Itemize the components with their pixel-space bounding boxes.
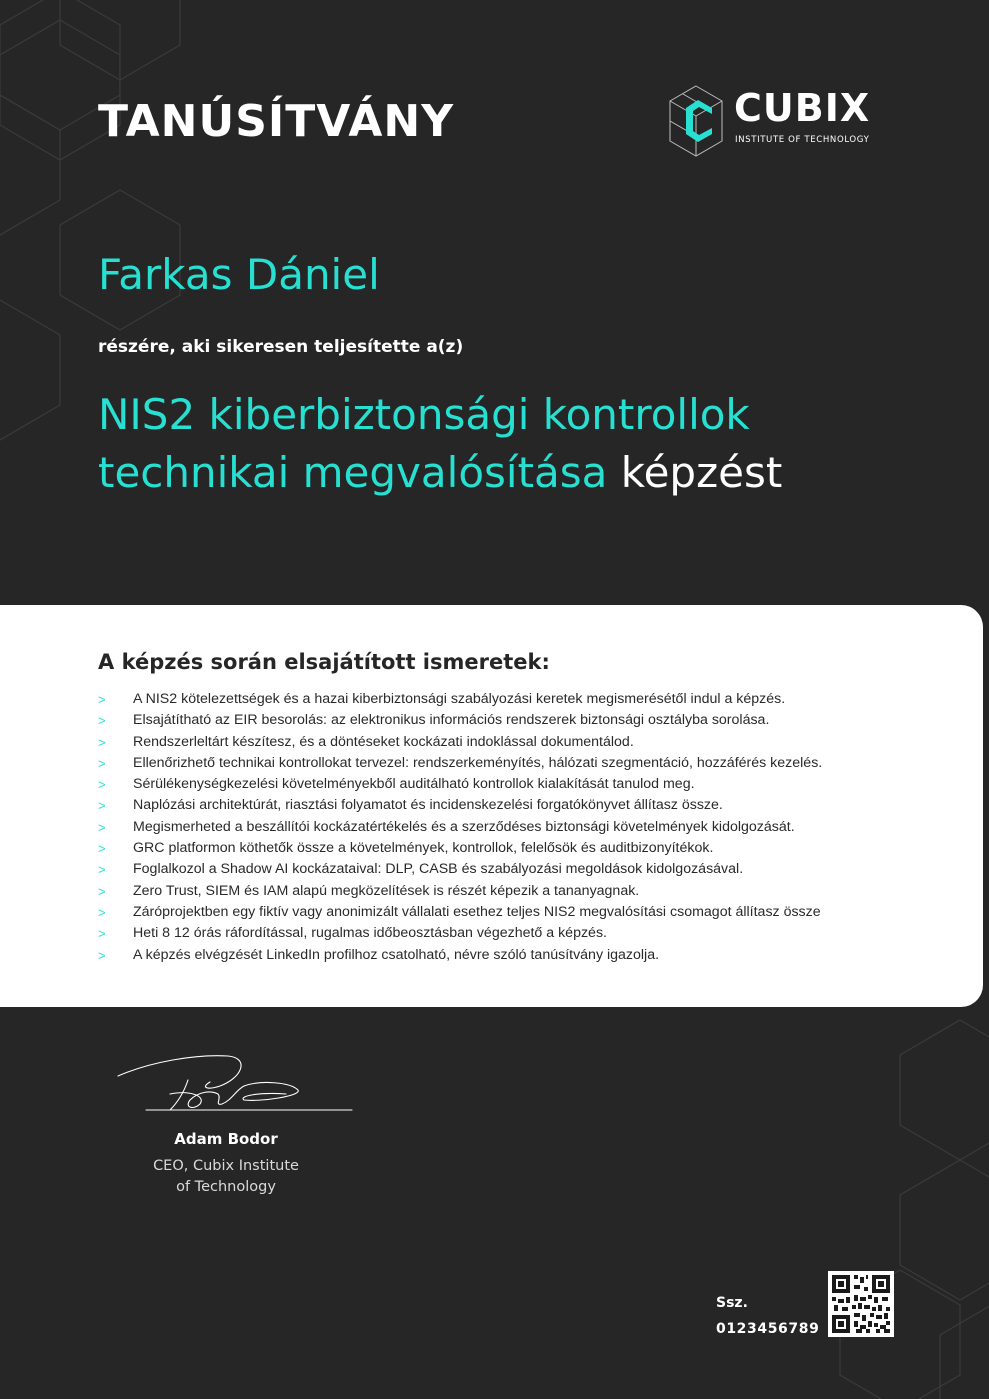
chevron-right-icon: > xyxy=(98,755,106,771)
course-suffix: képzést xyxy=(620,448,783,497)
certificate-title: TANÚSÍTVÁNY xyxy=(98,96,455,147)
chevron-right-icon: > xyxy=(98,947,106,963)
logo-wordmark: CUBIX xyxy=(734,86,871,130)
list-item: > Heti 8 12 órás ráfordítással, rugalmas időbeosztásban végezhető a képzés. xyxy=(98,923,822,944)
signer-name: Adam Bodor xyxy=(174,1130,278,1148)
list-item: > Elsajátítható az EIR besorolás: az elektronikus információs rendszerek biztonsági osztályba sorolása. xyxy=(98,710,822,731)
course-title xyxy=(98,386,938,502)
chevron-right-icon: > xyxy=(98,819,106,835)
chevron-right-icon: > xyxy=(98,904,106,920)
serial-label: Ssz. xyxy=(716,1295,748,1311)
list-item: > Foglalkozol a Shadow AI kockázataival: DLP, CASB és szabályozási megoldások kidolgozásával. xyxy=(98,859,822,880)
list-item: > A NIS2 kötelezettségek és a hazai kiberbiztonsági szabályozási keretek megismerésétől indul a képzés. xyxy=(98,689,822,710)
handwritten-signature xyxy=(110,1050,360,1120)
qr-code xyxy=(828,1271,894,1337)
list-item: > Záróprojektben egy fiktív vagy anonimizált vállalati esethez teljes NIS2 megvalósítási csomagot állítasz össze xyxy=(98,902,822,923)
chevron-right-icon: > xyxy=(98,713,106,729)
recipient-name: Farkas Dániel xyxy=(98,250,380,299)
list-item: > Rendszerleltárt készítesz, és a döntéseket kockázati indoklással dokumentálod. xyxy=(98,732,822,753)
chevron-right-icon: > xyxy=(98,734,106,750)
skills-list xyxy=(98,689,822,966)
list-item: > Ellenőrizhető technikai kontrollokat tervezel: rendszerkeményítés, hálózati szegmentáció, hozzáférés kezelés. xyxy=(98,753,822,774)
logo-subtitle: INSTITUTE OF TECHNOLOGY xyxy=(735,135,870,145)
chevron-right-icon: > xyxy=(98,841,106,857)
list-item: > Sérülékenységkezelési követelményekből auditálható kontrollok kialakítását tanulod meg. xyxy=(98,774,822,795)
chevron-right-icon: > xyxy=(98,692,106,707)
list-item: > Naplózási architektúrát, riasztási folyamatot és incidenskezelési forgatókönyvet állítasz össze. xyxy=(98,795,822,816)
course-name: NIS2 kiberbiztonsági kontrollok technikai megvalósítása xyxy=(98,390,750,497)
chevron-right-icon: > xyxy=(98,883,106,899)
chevron-right-icon: > xyxy=(98,798,106,814)
list-item: > Zero Trust, SIEM és IAM alapú megközelítések is részét képezik a tananyagnak. xyxy=(98,881,822,902)
cubix-logo xyxy=(668,84,888,160)
list-item: > Megismerheted a beszállítói kockázatértékelés és a szerződéses biztonsági követelmények kidolgozását. xyxy=(98,817,822,838)
list-item: > GRC platformon köthetők össze a követelmények, kontrollok, felelősök és auditbizonyítékok. xyxy=(98,838,822,859)
list-item: > A képzés elvégzését LinkedIn profilhoz csatolható, névre szóló tanúsítvány igazolja. xyxy=(98,945,822,966)
signer-role: CEO, Cubix Institute of Technology xyxy=(153,1158,299,1195)
skills-panel xyxy=(0,605,983,1007)
completion-statement: részére, aki sikeresen teljesítette a(z) xyxy=(98,337,464,357)
chevron-right-icon: > xyxy=(98,926,106,942)
serial-number: 0123456789 xyxy=(716,1321,820,1337)
cubix-cube-icon xyxy=(668,84,724,160)
chevron-right-icon: > xyxy=(98,862,106,878)
skills-heading: A képzés során elsajátított ismeretek: xyxy=(98,650,550,674)
chevron-right-icon: > xyxy=(98,777,106,793)
